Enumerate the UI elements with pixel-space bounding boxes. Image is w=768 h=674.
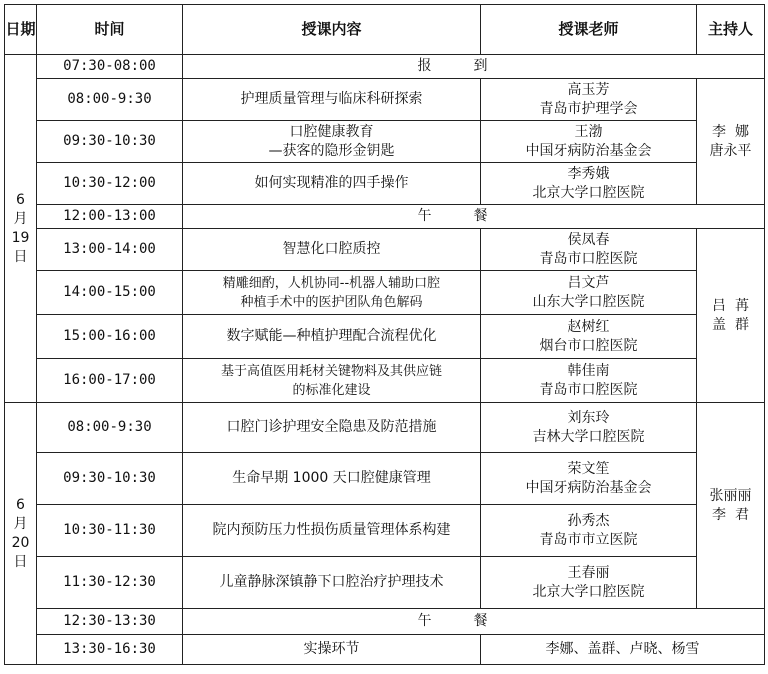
header-teacher: 授课老师 <box>481 5 697 55</box>
teacher-org: 青岛市口腔医院 <box>539 381 638 398</box>
time-cell: 10:30-12:00 <box>37 163 183 205</box>
content-cell: 院内预防压力性损伤质量管理体系构建 <box>183 505 481 557</box>
date-line: 日 <box>13 553 28 570</box>
content-line: —获客的隐形金钥匙 <box>268 142 395 159</box>
teacher-cell <box>481 359 697 403</box>
header-date-label: 日期 <box>5 20 36 38</box>
schedule-table <box>4 4 765 665</box>
content-cell: 护理质量管理与临床科研探索 <box>183 79 481 121</box>
teacher-name: 孙秀杰 <box>567 512 610 529</box>
teacher-cell <box>481 229 697 271</box>
table-row <box>5 205 765 229</box>
teacher-org: 青岛市护理学会 <box>539 100 638 117</box>
date-line: 月 <box>13 515 28 532</box>
header-date <box>5 5 37 55</box>
teacher-cell <box>481 271 697 315</box>
teacher-name: 王春丽 <box>567 564 610 581</box>
time-cell: 12:30-13:30 <box>37 609 183 635</box>
host-name: 李 君 <box>712 506 749 523</box>
time-cell: 15:00-16:00 <box>37 315 183 359</box>
host-cell <box>697 79 765 205</box>
time-cell: 09:30-10:30 <box>37 121 183 163</box>
teacher-org: 烟台市口腔医院 <box>539 337 638 354</box>
date-line: 20 <box>11 534 30 551</box>
teacher-name: 侯凤春 <box>567 231 610 248</box>
content-cell: 数字赋能—种植护理配合流程优化 <box>183 315 481 359</box>
content-cell: 生命早期 1000 天口腔健康管理 <box>183 453 481 505</box>
date-line: 6 <box>16 496 25 513</box>
host-name: 张丽丽 <box>709 487 752 504</box>
time-cell: 10:30-11:30 <box>37 505 183 557</box>
teacher-cell <box>481 557 697 609</box>
teacher-name: 李秀娥 <box>567 165 610 182</box>
content-cell <box>183 359 481 403</box>
content-line: 种植手术中的医护团队角色解码 <box>240 294 423 310</box>
content-line: 口腔健康教育 <box>289 123 374 140</box>
header-time: 时间 <box>37 5 183 55</box>
table-row <box>5 163 765 205</box>
content-line: 精雕细酌，人机协同--机器人辅助口腔 <box>222 275 441 291</box>
host-cell <box>697 229 765 403</box>
table-row <box>5 453 765 505</box>
teacher-org: 吉林大学口腔医院 <box>532 428 645 445</box>
time-cell: 08:00-9:30 <box>37 403 183 453</box>
table-row <box>5 55 765 79</box>
time-cell: 16:00-17:00 <box>37 359 183 403</box>
table-row <box>5 403 765 453</box>
table-row <box>5 79 765 121</box>
header-content: 授课内容 <box>183 5 481 55</box>
teacher-org: 青岛市口腔医院 <box>539 250 638 267</box>
teacher-org: 北京大学口腔医院 <box>532 583 645 600</box>
teacher-cell: 李娜、盖群、卢晓、杨雪 <box>481 635 765 665</box>
content-line: 基于高值医用耗材关键物料及其供应链 <box>220 363 442 379</box>
table-row <box>5 505 765 557</box>
teacher-org: 中国牙病防治基金会 <box>525 142 652 159</box>
teacher-org: 中国牙病防治基金会 <box>525 479 652 496</box>
table-row <box>5 121 765 163</box>
time-cell: 14:00-15:00 <box>37 271 183 315</box>
host-cell <box>697 403 765 609</box>
time-cell: 09:30-10:30 <box>37 453 183 505</box>
header-host: 主持人 <box>697 5 765 55</box>
teacher-org: 北京大学口腔医院 <box>532 184 645 201</box>
content-cell: 如何实现精准的四手操作 <box>183 163 481 205</box>
time-cell: 12:00-13:00 <box>37 205 183 229</box>
host-name: 盖 群 <box>712 316 749 333</box>
header-row <box>5 5 765 55</box>
content-line: 的标准化建设 <box>292 382 371 398</box>
host-name: 唐永平 <box>709 142 752 159</box>
day2-date <box>5 403 37 665</box>
teacher-name: 吕文芦 <box>567 274 610 291</box>
table-row <box>5 609 765 635</box>
teacher-name: 高玉芳 <box>567 81 610 98</box>
content-cell <box>183 121 481 163</box>
teacher-name: 王渤 <box>574 123 603 140</box>
teacher-name: 韩佳南 <box>567 362 610 379</box>
table-row <box>5 635 765 665</box>
content-cell: 儿童静脉深镇静下口腔治疗护理技术 <box>183 557 481 609</box>
table-row <box>5 271 765 315</box>
teacher-cell <box>481 315 697 359</box>
teacher-cell <box>481 121 697 163</box>
time-cell: 13:30-16:30 <box>37 635 183 665</box>
teacher-name: 刘东玲 <box>567 409 610 426</box>
date-line: 月 <box>13 210 28 227</box>
teacher-name: 赵树红 <box>567 318 610 335</box>
content-cell: 口腔门诊护理安全隐患及防范措施 <box>183 403 481 453</box>
content-cell: 实操环节 <box>183 635 481 665</box>
teacher-cell <box>481 403 697 453</box>
host-name: 吕 苒 <box>712 297 749 314</box>
table-row <box>5 229 765 271</box>
teacher-cell <box>481 505 697 557</box>
host-name: 李 娜 <box>712 123 749 140</box>
content-cell <box>183 271 481 315</box>
teacher-cell <box>481 79 697 121</box>
lunch-cell: 午餐 <box>183 609 765 635</box>
day1-date <box>5 55 37 403</box>
lunch-cell: 午餐 <box>183 205 765 229</box>
table-row <box>5 359 765 403</box>
teacher-cell <box>481 163 697 205</box>
time-cell: 13:00-14:00 <box>37 229 183 271</box>
content-cell: 智慧化口腔质控 <box>183 229 481 271</box>
checkin-cell: 报到 <box>183 55 765 79</box>
time-cell: 11:30-12:30 <box>37 557 183 609</box>
table-row <box>5 315 765 359</box>
teacher-cell <box>481 453 697 505</box>
time-cell: 08:00-9:30 <box>37 79 183 121</box>
teacher-name: 荣文笙 <box>567 460 610 477</box>
date-line: 19 <box>11 229 30 246</box>
date-line: 6 <box>16 191 25 208</box>
teacher-org: 青岛市市立医院 <box>539 531 638 548</box>
date-line: 日 <box>13 248 28 265</box>
table-row <box>5 557 765 609</box>
teacher-org: 山东大学口腔医院 <box>532 293 645 310</box>
time-cell: 07:30-08:00 <box>37 55 183 79</box>
